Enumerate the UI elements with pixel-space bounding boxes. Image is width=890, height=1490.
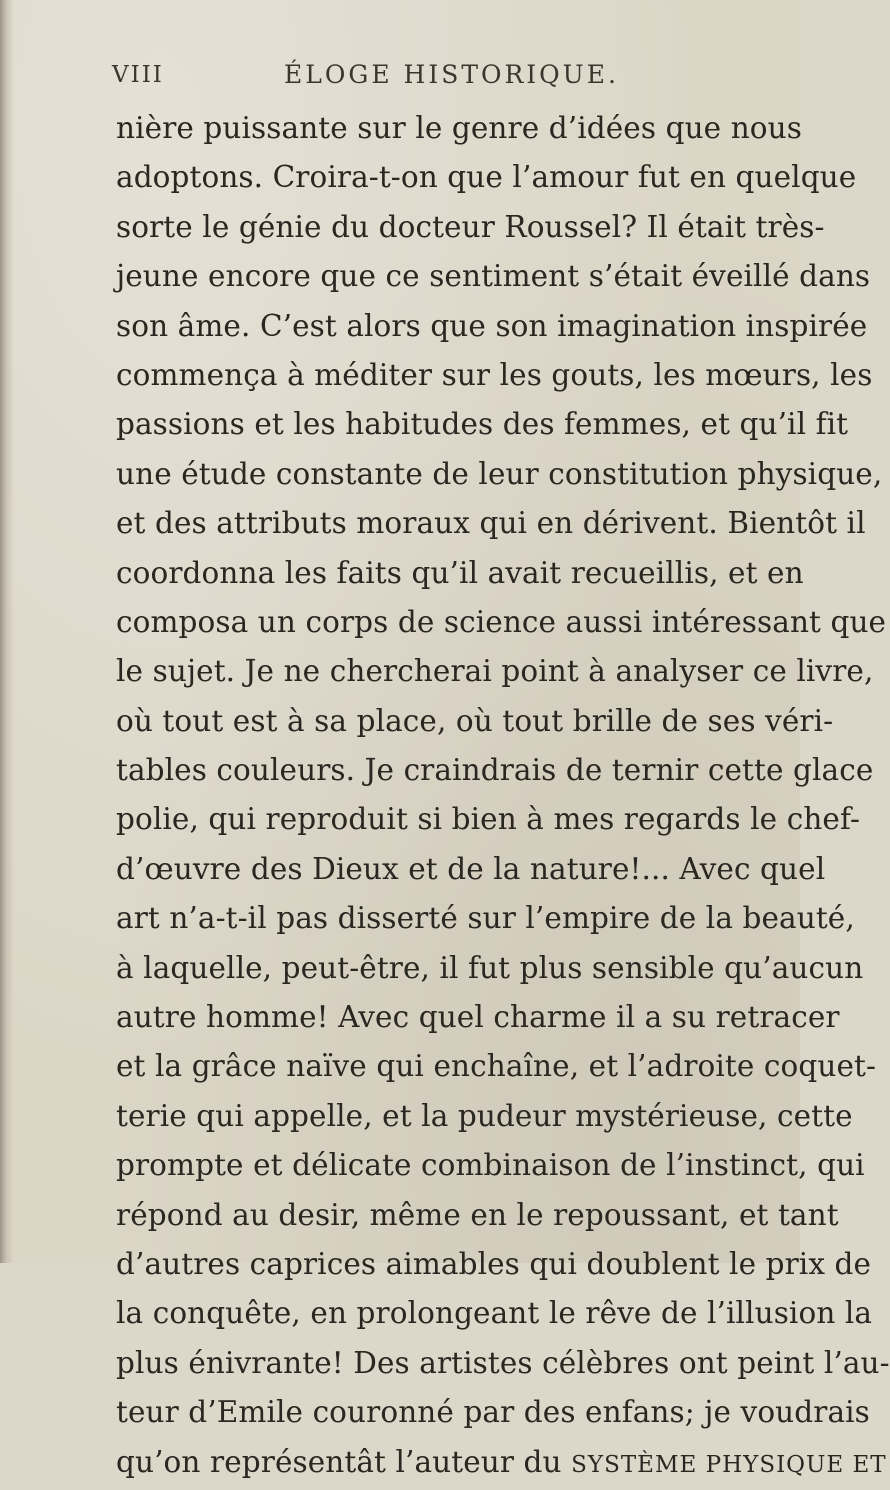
text-line: et la grâce naïve qui enchaîne, et l’adroite coquet-	[116, 1049, 877, 1084]
text-line: adoptons. Croira-t-on que l’amour fut en quelque	[116, 160, 857, 195]
text-line: une étude constante de leur constitution physique,	[116, 456, 883, 491]
text-line: d’autres caprices aimables qui doublent le prix de	[116, 1246, 872, 1281]
text-line: tables couleurs. Je craindrais de ternir cette glace	[116, 753, 874, 788]
text-line: et des attributs moraux qui en dérivent. Bientôt il	[116, 506, 866, 541]
page-number: VIII	[112, 62, 164, 88]
text-line-last	[116, 1438, 887, 1487]
text-line: la conquête, en prolongeant le rêve de l’illusion la	[116, 1296, 873, 1331]
last-line-prefix: qu’on représentât l’auteur du	[116, 1444, 572, 1479]
last-line-small-caps: SYSTÈME PHYSIQUE ET	[571, 1451, 887, 1478]
text-line: son âme. C’est alors que son imagination inspirée	[116, 308, 868, 343]
text-line: nière puissante sur le genre d’idées que nous	[116, 111, 802, 145]
text-line: répond au desir, même en le repoussant, et tant	[116, 1197, 839, 1232]
page-gutter-edge	[0, 0, 14, 1263]
text-line: composa un corps de science aussi intéressant que	[116, 604, 887, 639]
text-line: coordonna les faits qu’il avait recueillis, et en	[116, 555, 804, 590]
page-header	[112, 58, 752, 98]
text-line: art n’a-t-il pas disserté sur l’empire de la beauté,	[116, 901, 855, 936]
text-line: le sujet. Je ne chercherai point à analyser ce livre,	[116, 654, 874, 689]
text-line: terie qui appelle, et la pudeur mystérieuse, cette	[116, 1098, 853, 1133]
text-line: teur d’Emile couronné par des enfans; je voudrais	[116, 1395, 870, 1430]
text-line: sorte le génie du docteur Roussel? Il était très-	[116, 209, 825, 244]
text-line: passions et les habitudes des femmes, et qu’il fit	[116, 407, 849, 442]
text-line: jeune encore que ce sentiment s’était éveillé dans	[116, 259, 871, 294]
body-text	[116, 104, 890, 1487]
text-line: polie, qui reproduit si bien à mes regards le chef-	[116, 802, 861, 837]
text-line: prompte et délicate combinaison de l’instinct, qui	[116, 1148, 865, 1183]
text-line: plus énivrante! Des artistes célèbres ont peint l’au-	[116, 1345, 890, 1380]
text-line: d’œuvre des Dieux et de la nature!... Avec quel	[116, 851, 826, 886]
text-line: où tout est à sa place, où tout brille de ses véri-	[116, 703, 834, 738]
text-line: commença à méditer sur les gouts, les mœurs, les	[116, 357, 873, 392]
running-title: ÉLOGE HISTORIQUE.	[284, 60, 619, 89]
text-line: autre homme! Avec quel charme il a su retracer	[116, 1000, 840, 1035]
text-line: à laquelle, peut-être, il fut plus sensible qu’aucun	[116, 950, 864, 985]
